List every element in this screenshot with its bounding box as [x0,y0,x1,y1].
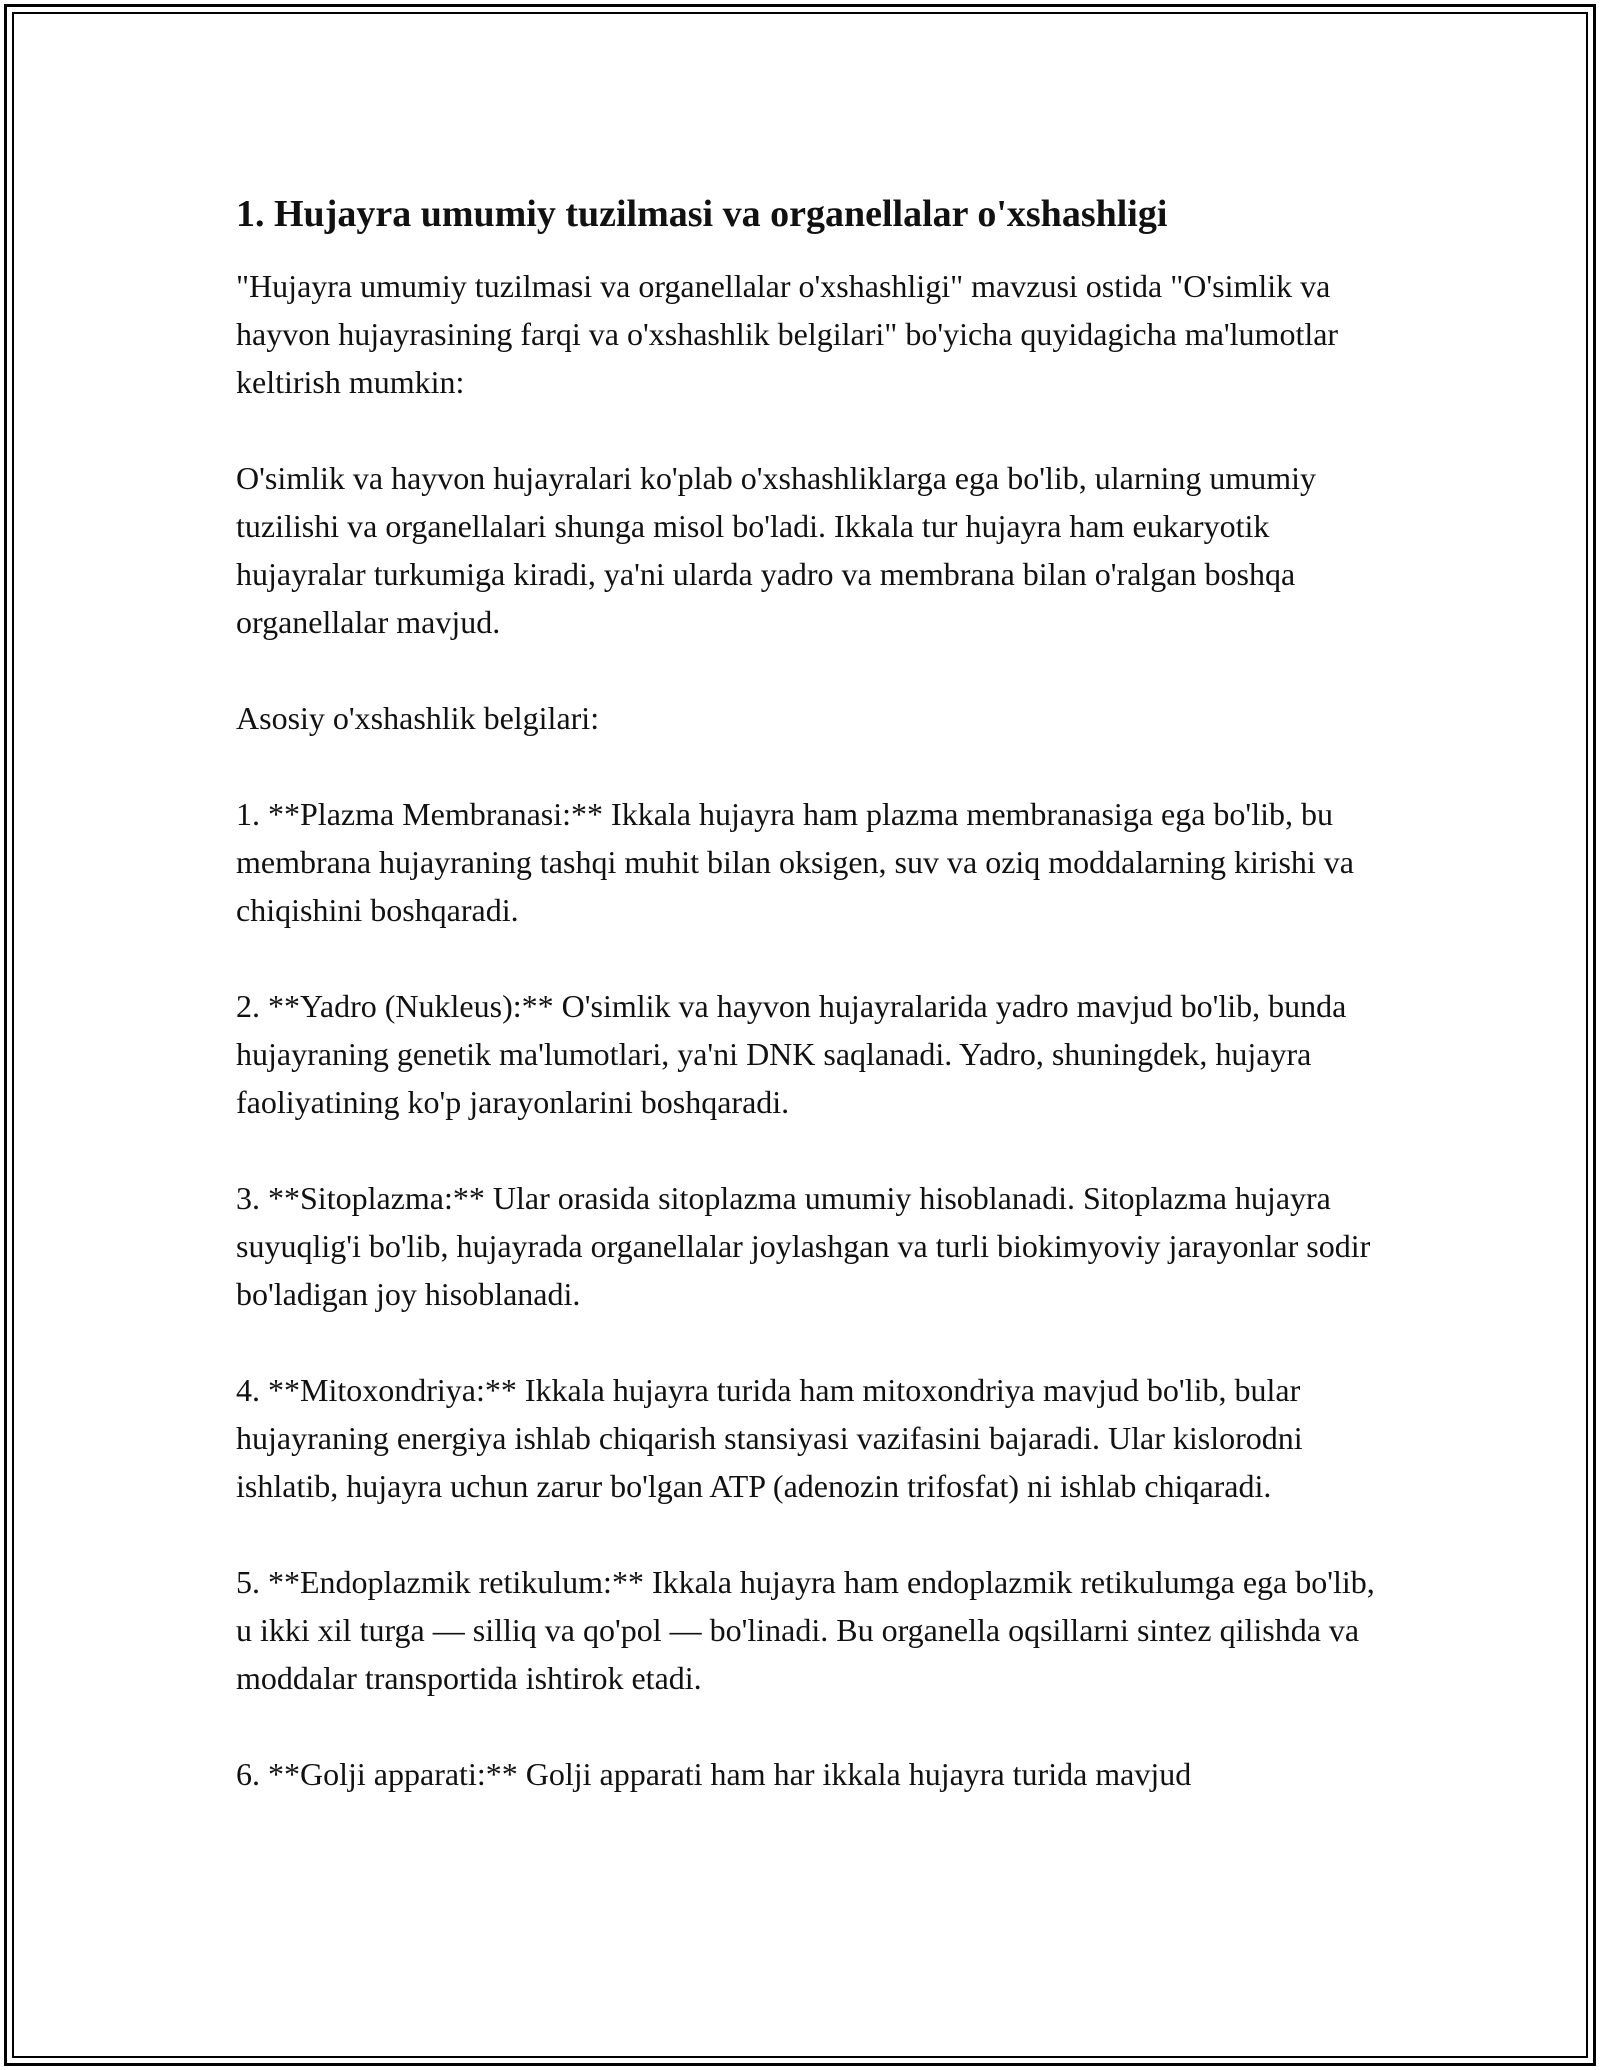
list-item-mitochondria: 4. **Mitoxondriya:** Ikkala hujayra turida ham mitoxondriya mavjud bo'lib, bular hujayraning energiya ishlab chiqarish stansiyasi vazifasini bajaradi. Ular kislorodni ishlatib, hujayra uchun zarur bo'lgan ATP (adenozin trifosfat) ni ishlab chiqaradi. [236,1372,1303,1504]
list-item-cytoplasm: 3. **Sitoplazma:** Ular orasida sitoplazma umumiy hisoblanadi. Sitoplazma hujayra suyuqlig'i bo'lib, hujayrada organellalar joylashgan va turli biokimyoviy jarayonlar sodir bo'ladigan joy hisoblanadi. [236,1180,1371,1312]
document-body [236,188,1376,1798]
document-title: 1. Hujayra umumiy tuzilmasi va organellalar o'xshashligi [236,193,1168,235]
list-item-golgi-apparatus: 6. **Golji apparati:** Golji apparati ham har ikkala hujayra turida mavjud [236,1756,1192,1792]
similarities-heading: Asosiy o'xshashlik belgilari: [236,700,600,736]
list-item-nucleus: 2. **Yadro (Nukleus):** O'simlik va hayvon hujayralarida yadro mavjud bo'lib, bunda hujayraning genetik ma'lumotlari, ya'ni DNK saqlanadi. Yadro, shuningdek, hujayra faoliyatining ko'p jarayonlarini boshqaradi. [236,988,1347,1120]
overview-paragraph: O'simlik va hayvon hujayralari ko'plab o'xshashliklarga ega bo'lib, ularning umumiy tuzilishi va organellalari shunga misol bo'ladi. Ikkala tur hujayra ham eukaryotik hujayralar turkumiga kiradi, ya'ni ularda yadro va membrana bilan o'ralgan boshqa organellalar mavjud. [236,460,1317,640]
intro-paragraph: "Hujayra umumiy tuzilmasi va organellalar o'xshashligi" mavzusi ostida "O'simlik va hayvon hujayrasining farqi va o'xshashlik belgilari" bo'yicha quyidagicha ma'lumotlar keltirish mumkin: [236,268,1339,400]
list-item-plasma-membrane: 1. **Plazma Membranasi:** Ikkala hujayra ham plazma membranasiga ega bo'lib, bu membrana hujayraning tashqi muhit bilan oksigen, suv va oziq moddalarning kirishi va chiqishini boshqaradi. [236,796,1354,928]
list-item-endoplasmic-reticulum: 5. **Endoplazmik retikulum:** Ikkala hujayra ham endoplazmik retikulumga ega bo'lib, u ikki xil turga — silliq va qo'pol — bo'linadi. Bu organella oqsillarni sintez qilishda va moddalar transportida ishtirok etadi. [236,1564,1375,1696]
